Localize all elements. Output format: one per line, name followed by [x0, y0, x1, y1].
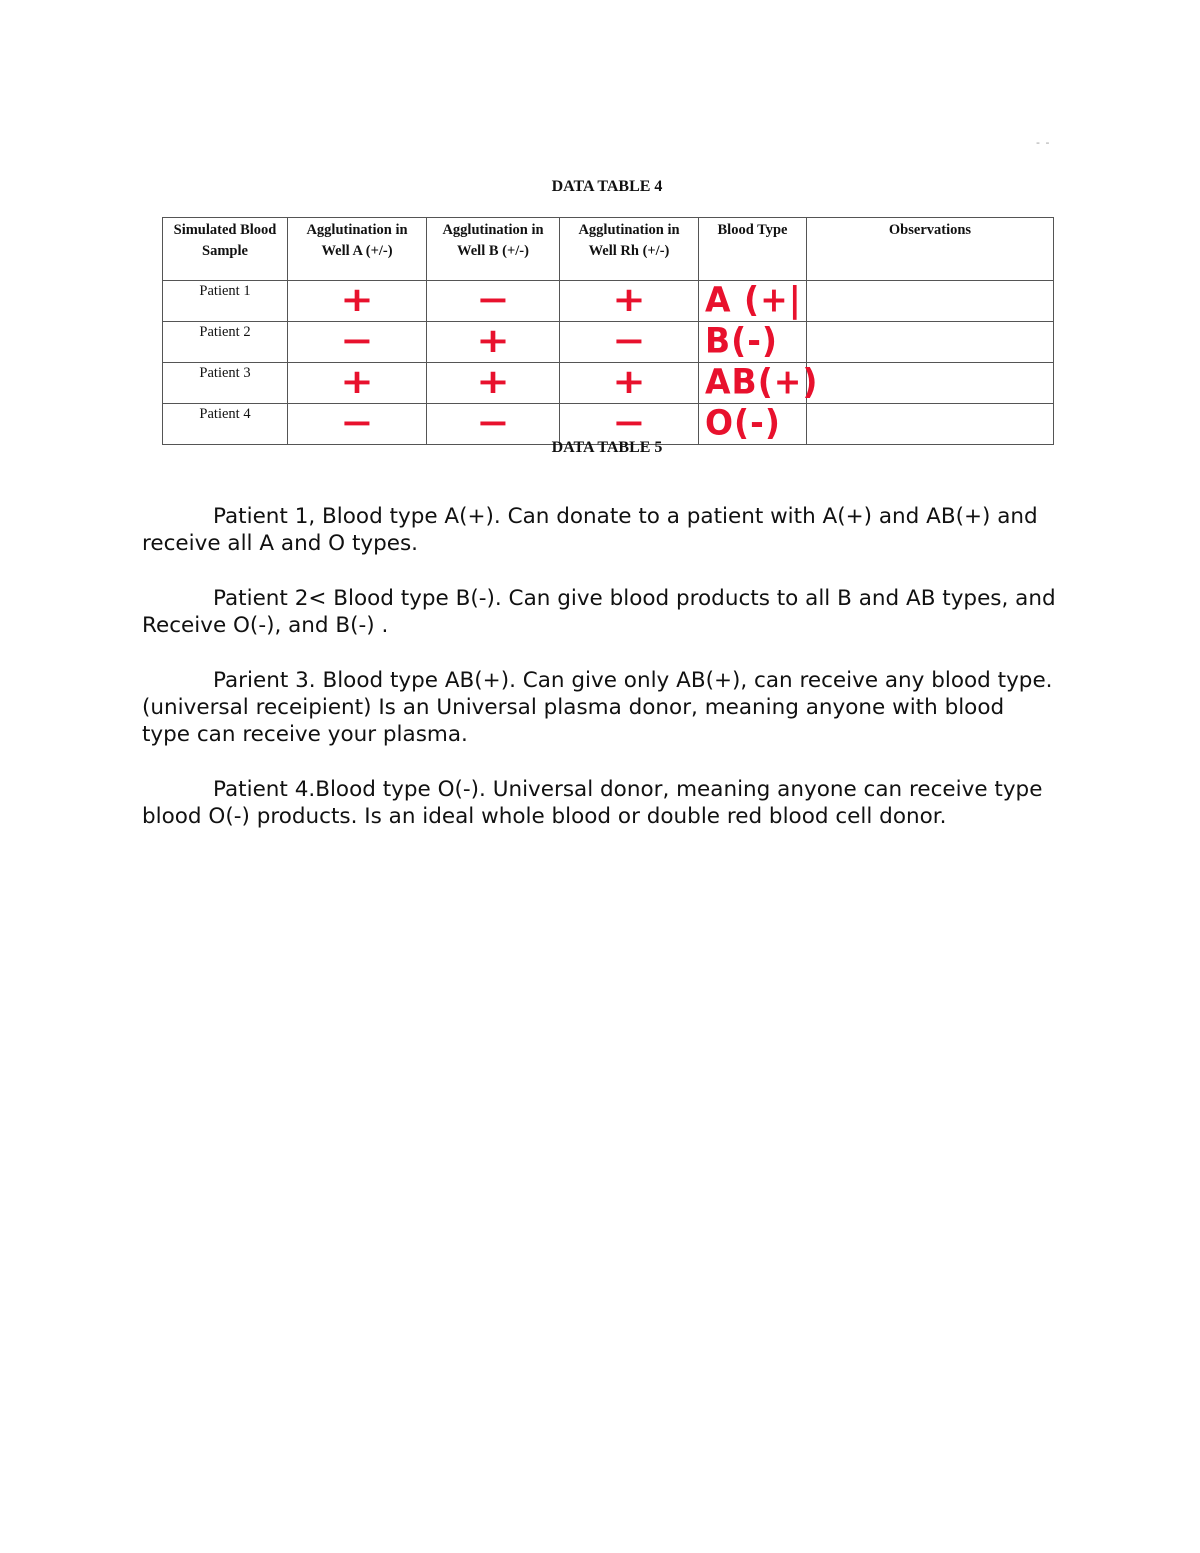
well-b-cell: +	[427, 322, 560, 363]
paragraph: Parient 3. Blood type AB(+). Can give only AB(+), can receive any blood type. (universal receipient) Is an Universal plasma donor, meaning anyone with blood type can receive your plasma.	[142, 668, 1053, 747]
well-rh-cell: +	[560, 281, 699, 322]
data-table-4-title: DATA TABLE 4	[551, 178, 663, 195]
sample-cell: Patient 3	[163, 363, 288, 404]
observations-cell	[807, 322, 1054, 363]
column-header: Agglutination in Well B (+/-)	[427, 218, 560, 281]
data-table-4	[162, 217, 1054, 445]
table-row	[163, 281, 1054, 322]
well-rh-cell: −	[560, 322, 699, 363]
well-b-cell: +	[427, 363, 560, 404]
paragraph: Patient 2< Blood type B(-). Can give blood products to all B and AB types, and Receive O(-), and B(-) .	[142, 586, 1056, 638]
column-header: Agglutination in Well Rh (+/-)	[560, 218, 699, 281]
blood-type-cell: A (+|	[699, 281, 807, 322]
well-b-cell: −	[427, 404, 560, 445]
data-table-5-title: DATA TABLE 5	[551, 439, 663, 456]
well-rh-cell: +	[560, 363, 699, 404]
column-header: Agglutination in Well A (+/-)	[288, 218, 427, 281]
patient-summary	[142, 503, 1057, 858]
well-a-cell: +	[288, 281, 427, 322]
well-rh-cell: −	[560, 404, 699, 445]
header-mark: - -	[1036, 136, 1051, 149]
sample-cell: Patient 1	[163, 281, 288, 322]
table-header-row	[163, 218, 1054, 281]
paragraph: Patient 4.Blood type O(-). Universal donor, meaning anyone can receive type blood O(-) products. Is an ideal whole blood or double red blood cell donor.	[142, 777, 1043, 829]
paragraph: Patient 1, Blood type A(+). Can donate to a patient with A(+) and AB(+) and receive all A and O types.	[142, 504, 1038, 556]
well-a-cell: +	[288, 363, 427, 404]
observations-cell	[807, 281, 1054, 322]
column-header: Observations	[807, 218, 1054, 281]
column-header: Blood Type	[699, 218, 807, 281]
table-row	[163, 363, 1054, 404]
well-a-cell: −	[288, 404, 427, 445]
table-row	[163, 322, 1054, 363]
well-a-cell: −	[288, 322, 427, 363]
blood-type-cell: B(-)	[699, 322, 807, 363]
blood-type-cell: O(-)	[699, 404, 807, 445]
observations-cell	[807, 363, 1054, 404]
blood-type-cell: AB(+)	[699, 363, 807, 404]
sample-cell: Patient 4	[163, 404, 288, 445]
sample-cell: Patient 2	[163, 322, 288, 363]
column-header: Simulated Blood Sample	[163, 218, 288, 281]
well-b-cell: −	[427, 281, 560, 322]
